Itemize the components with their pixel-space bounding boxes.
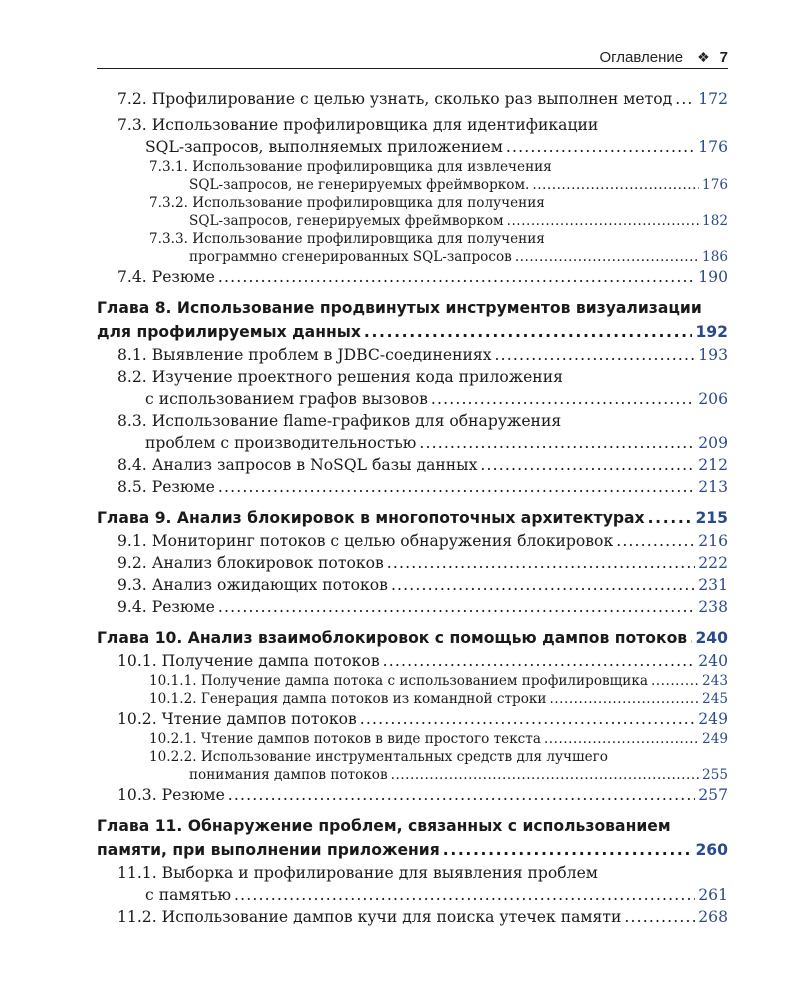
ornament-icon: ❖ bbox=[697, 49, 710, 65]
toc-entry-title: 7.3. Использование профилировщика для идентификации bbox=[117, 116, 599, 134]
toc-entry-9-4[interactable] bbox=[97, 596, 728, 618]
leader-dots bbox=[651, 672, 699, 690]
leader-dots bbox=[364, 320, 693, 344]
toc-page-number: 243 bbox=[702, 673, 728, 689]
toc-entry-title-cont: SQL-запросов, генерируемых фреймворком bbox=[189, 213, 504, 229]
chapter-title: Глава 11. Обнаружение проблем, связанных с использованием bbox=[97, 817, 671, 835]
leader-dots bbox=[532, 176, 699, 194]
running-header bbox=[97, 44, 728, 69]
leader-dots bbox=[419, 432, 695, 454]
toc-entry-title-cont: с памятью bbox=[145, 886, 232, 904]
toc-entry-title-cont: проблем с производительностью bbox=[145, 434, 417, 452]
leader-dots bbox=[383, 650, 696, 672]
toc-page-number: 186 bbox=[702, 249, 728, 265]
chapter-page-number: 192 bbox=[695, 323, 728, 341]
toc-entry-8-5[interactable] bbox=[97, 476, 728, 498]
toc-entry-title: 10.1.2. Генерация дампа потоков из командной строки bbox=[149, 691, 547, 707]
toc-entry-10-1[interactable] bbox=[97, 650, 728, 672]
leader-dots bbox=[648, 506, 693, 530]
toc-entry-11-1[interactable] bbox=[97, 862, 728, 906]
toc-entry-7-3-3[interactable] bbox=[97, 230, 728, 266]
leader-dots bbox=[515, 248, 699, 266]
table-of-contents bbox=[97, 88, 728, 928]
toc-entry-title: 9.3. Анализ ожидающих потоков bbox=[117, 576, 388, 594]
toc-entry-title: 10.3. Резюме bbox=[117, 786, 225, 804]
toc-page-number: 240 bbox=[698, 652, 728, 670]
chapter-page-number: 260 bbox=[695, 841, 728, 859]
leader-dots bbox=[495, 344, 696, 366]
toc-entry-title: 10.2. Чтение дампов потоков bbox=[117, 710, 357, 728]
leader-dots bbox=[549, 690, 699, 708]
toc-page-number: 193 bbox=[698, 346, 728, 364]
chapter-page-number: 240 bbox=[695, 629, 728, 647]
chapter-title-cont: для профилируемых данных bbox=[97, 323, 361, 341]
toc-entry-8-4[interactable] bbox=[97, 454, 728, 476]
toc-entry-9-2[interactable] bbox=[97, 552, 728, 574]
toc-page-number: 213 bbox=[698, 478, 728, 496]
toc-entry-title: 7.3.1. Использование профилировщика для извлечения bbox=[149, 159, 552, 175]
toc-entry-7-3-1[interactable] bbox=[97, 158, 728, 194]
toc-page-number: 206 bbox=[698, 390, 728, 408]
chapter-title-cont: памяти, при выполнении приложения bbox=[97, 841, 440, 859]
leader-dots bbox=[624, 906, 695, 928]
toc-entry-title: 10.2.2. Использование инструментальных средств для лучшего bbox=[149, 749, 608, 765]
toc-page-number: 238 bbox=[698, 598, 728, 616]
leader-dots bbox=[506, 136, 695, 158]
toc-entry-8-2[interactable] bbox=[97, 366, 728, 410]
toc-entry-9-1[interactable] bbox=[97, 530, 728, 552]
toc-entry-7-4[interactable] bbox=[97, 266, 728, 288]
toc-entry-title: 9.1. Мониторинг потоков с целью обнаружения блокировок bbox=[117, 532, 614, 550]
toc-page-number: 249 bbox=[702, 731, 728, 747]
leader-dots bbox=[431, 388, 695, 410]
toc-entry-11-2[interactable] bbox=[97, 906, 728, 928]
toc-page-number: 176 bbox=[698, 138, 728, 156]
toc-entry-title: 8.5. Резюме bbox=[117, 478, 215, 496]
leader-dots bbox=[507, 212, 699, 230]
toc-entry-title: 7.3.3. Использование профилировщика для получения bbox=[149, 231, 545, 247]
toc-entry-8-1[interactable] bbox=[97, 344, 728, 366]
leader-dots bbox=[391, 766, 699, 784]
toc-chapter-8[interactable] bbox=[97, 296, 728, 344]
toc-page-number: 255 bbox=[702, 767, 728, 783]
toc-chapter-11[interactable] bbox=[97, 814, 728, 862]
toc-entry-10-3[interactable] bbox=[97, 784, 728, 806]
toc-page-number: 222 bbox=[698, 554, 728, 572]
toc-entry-10-2-1[interactable] bbox=[97, 730, 728, 748]
toc-page-number: 172 bbox=[698, 90, 728, 108]
toc-entry-title-cont: программно сгенерированных SQL-запросов bbox=[189, 249, 512, 265]
toc-entry-7-2[interactable] bbox=[97, 88, 728, 110]
leader-dots bbox=[228, 784, 695, 806]
toc-entry-title: 11.2. Использование дампов кучи для поиска утечек памяти bbox=[117, 908, 622, 926]
toc-entry-10-1-1[interactable] bbox=[97, 672, 728, 690]
toc-entry-10-2[interactable] bbox=[97, 708, 728, 730]
toc-entry-7-3[interactable] bbox=[97, 114, 728, 158]
leader-dots bbox=[218, 476, 695, 498]
toc-page-number: 257 bbox=[698, 786, 728, 804]
toc-entry-title: 7.3.2. Использование профилировщика для получения bbox=[149, 195, 545, 211]
toc-entry-title-cont: понимания дампов потоков bbox=[189, 767, 388, 783]
toc-entry-title: 7.4. Резюме bbox=[117, 268, 215, 286]
toc-chapter-9[interactable] bbox=[97, 506, 728, 530]
toc-entry-title: 10.1.1. Получение дампа потока с использованием профилировщика bbox=[149, 673, 648, 689]
toc-page-number: 216 bbox=[698, 532, 728, 550]
toc-entry-8-3[interactable] bbox=[97, 410, 728, 454]
leader-dots bbox=[218, 596, 695, 618]
toc-entry-title: 10.1. Получение дампа потоков bbox=[117, 652, 380, 670]
toc-entry-title: 8.1. Выявление проблем в JDBC-соединениях bbox=[117, 346, 492, 364]
toc-entry-title: 8.2. Изучение проектного решения кода приложения bbox=[117, 368, 563, 386]
leader-dots bbox=[443, 838, 693, 862]
toc-entry-title: 9.4. Резюме bbox=[117, 598, 215, 616]
leader-dots bbox=[675, 88, 695, 110]
toc-entry-9-3[interactable] bbox=[97, 574, 728, 596]
leader-dots bbox=[387, 552, 695, 574]
toc-chapter-10[interactable] bbox=[97, 626, 728, 650]
toc-entry-title-cont: SQL-запросов, выполняемых приложением bbox=[145, 138, 503, 156]
chapter-page-number: 215 bbox=[695, 509, 728, 527]
leader-dots bbox=[391, 574, 695, 596]
chapter-title: Глава 8. Использование продвинутых инструментов визуализации bbox=[97, 299, 702, 317]
toc-page-number: 261 bbox=[698, 886, 728, 904]
header-page-number: 7 bbox=[719, 49, 728, 66]
toc-entry-title: 11.1. Выборка и профилирование для выявления проблем bbox=[117, 864, 598, 882]
toc-page-number: 182 bbox=[702, 213, 728, 229]
toc-page-number: 176 bbox=[702, 177, 728, 193]
toc-entry-title: 7.2. Профилирование с целью узнать, сколько раз выполнен метод bbox=[117, 90, 673, 108]
leader-dots bbox=[218, 266, 695, 288]
leader-dots bbox=[616, 530, 695, 552]
leader-dots bbox=[544, 730, 699, 748]
toc-entry-title: 8.3. Использование flame-графиков для обнаружения bbox=[117, 412, 562, 430]
toc-page-number: 268 bbox=[698, 908, 728, 926]
chapter-title: Глава 10. Анализ взаимоблокировок с помощью дампов потоков bbox=[97, 629, 688, 647]
leader-dots bbox=[360, 708, 695, 730]
chapter-title: Глава 9. Анализ блокировок в многопоточных архитектурах bbox=[97, 509, 645, 527]
toc-page-number: 231 bbox=[698, 576, 728, 594]
toc-page-number: 212 bbox=[698, 456, 728, 474]
toc-entry-10-2-2[interactable] bbox=[97, 748, 728, 784]
toc-page-number: 209 bbox=[698, 434, 728, 452]
header-section-title: Оглавление bbox=[599, 49, 684, 66]
toc-page-number: 190 bbox=[698, 268, 728, 286]
toc-entry-10-1-2[interactable] bbox=[97, 690, 728, 708]
toc-entry-title: 9.2. Анализ блокировок потоков bbox=[117, 554, 384, 572]
toc-page-number: 249 bbox=[698, 710, 728, 728]
toc-entry-title-cont: SQL-запросов, не генерируемых фреймворком. bbox=[189, 177, 530, 193]
toc-entry-title: 8.4. Анализ запросов в NoSQL базы данных bbox=[117, 456, 478, 474]
toc-entry-title-cont: с использованием графов вызовов bbox=[145, 390, 428, 408]
toc-entry-7-3-2[interactable] bbox=[97, 194, 728, 230]
leader-dots bbox=[480, 454, 695, 476]
toc-entry-title: 10.2.1. Чтение дампов потоков в виде простого текста bbox=[149, 731, 541, 747]
toc-page-number: 245 bbox=[702, 691, 728, 707]
leader-dots bbox=[690, 626, 692, 650]
leader-dots bbox=[234, 884, 695, 906]
